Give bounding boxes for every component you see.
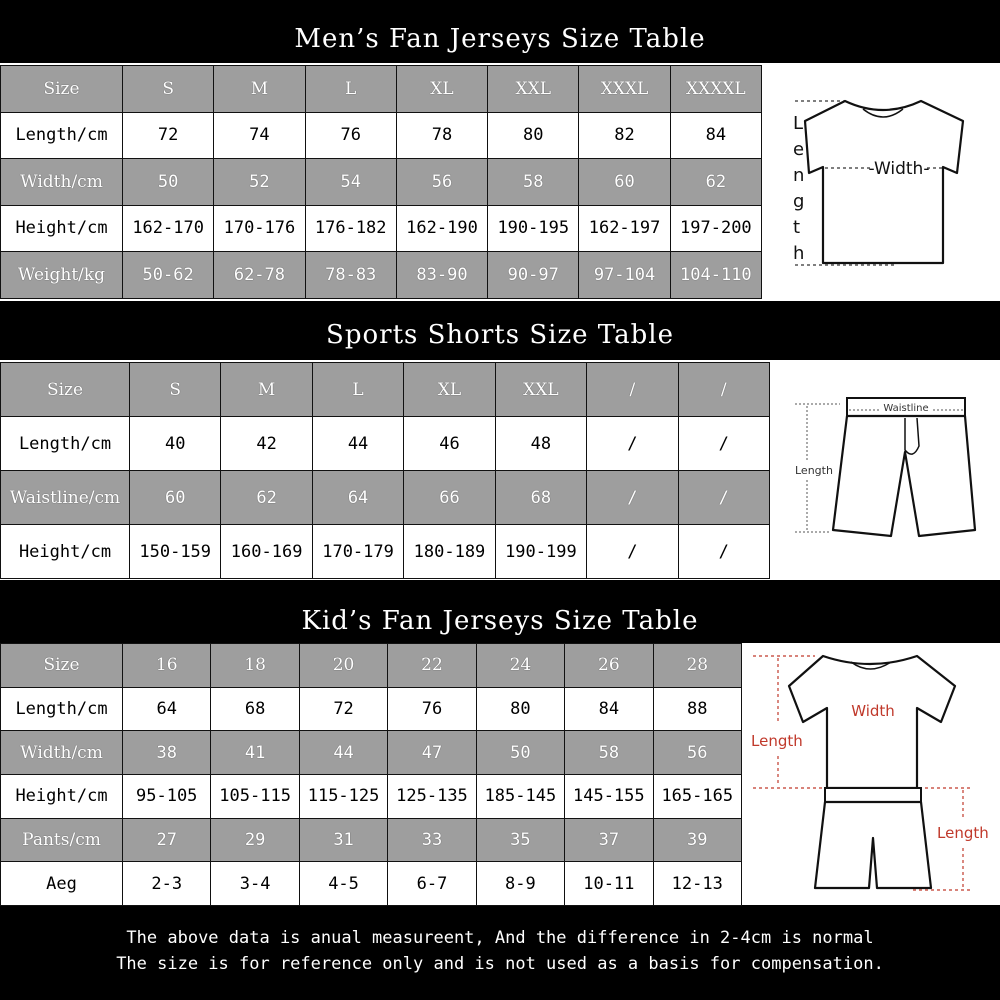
table-cell: 185-145 bbox=[476, 775, 564, 819]
kids-row-aeg bbox=[1, 862, 742, 906]
table-cell: 162-190 bbox=[396, 205, 487, 252]
kids-pants-outline bbox=[815, 802, 931, 888]
table-cell: 62-78 bbox=[214, 252, 305, 299]
table-cell: S bbox=[123, 66, 214, 113]
shorts-waist-label: Waistline bbox=[883, 403, 929, 414]
table-cell: 47 bbox=[388, 731, 476, 775]
table-cell: 41 bbox=[211, 731, 299, 775]
table-cell: 64 bbox=[123, 687, 211, 731]
kids-table-title: Kid’s Fan Jerseys Size Table bbox=[301, 606, 699, 636]
table-cell: 20 bbox=[299, 644, 387, 688]
table-cell: 66 bbox=[404, 471, 495, 525]
mens-size-table bbox=[0, 65, 762, 299]
table-cell: 97-104 bbox=[579, 252, 670, 299]
length-letter: L bbox=[793, 113, 804, 134]
table-cell: XXXL bbox=[579, 66, 670, 113]
table-cell: 88 bbox=[653, 687, 741, 731]
table-cell: 56 bbox=[396, 159, 487, 206]
table-cell: 37 bbox=[565, 818, 653, 862]
table-cell: 26 bbox=[565, 644, 653, 688]
kids-row-size bbox=[1, 644, 742, 688]
table-cell: 52 bbox=[214, 159, 305, 206]
shorts-row-length-cm bbox=[1, 417, 770, 471]
table-cell: / bbox=[587, 471, 678, 525]
table-cell: 95-105 bbox=[123, 775, 211, 819]
shorts-row-waistline-cm bbox=[1, 471, 770, 525]
table-cell: 44 bbox=[312, 417, 403, 471]
table-cell: 72 bbox=[299, 687, 387, 731]
table-cell: 58 bbox=[565, 731, 653, 775]
table-cell: 42 bbox=[221, 417, 312, 471]
mens-panel bbox=[0, 63, 1000, 301]
table-cell: 58 bbox=[488, 159, 579, 206]
length-letter: h bbox=[793, 243, 805, 264]
table-cell: 40 bbox=[130, 417, 221, 471]
table-cell: 60 bbox=[579, 159, 670, 206]
table-cell: 28 bbox=[653, 644, 741, 688]
table-cell: XXL bbox=[495, 363, 586, 417]
table-cell: XXL bbox=[488, 66, 579, 113]
table-cell: L bbox=[305, 66, 396, 113]
width-label: -Width- bbox=[868, 159, 930, 179]
table-cell: / bbox=[678, 363, 769, 417]
table-cell: 39 bbox=[653, 818, 741, 862]
table-cell: 84 bbox=[565, 687, 653, 731]
table-cell: 62 bbox=[670, 159, 761, 206]
table-cell: 165-165 bbox=[653, 775, 741, 819]
table-cell: 6-7 bbox=[388, 862, 476, 906]
row-label: Length/cm bbox=[1, 112, 123, 159]
table-cell: 48 bbox=[495, 417, 586, 471]
table-cell: 54 bbox=[305, 159, 396, 206]
row-label: Weight/kg bbox=[1, 252, 123, 299]
table-cell: 50-62 bbox=[123, 252, 214, 299]
mens-row-height-cm bbox=[1, 205, 762, 252]
shorts-row-size bbox=[1, 363, 770, 417]
table-cell: 83-90 bbox=[396, 252, 487, 299]
table-cell: 12-13 bbox=[653, 862, 741, 906]
mens-row-size bbox=[1, 66, 762, 113]
table-cell: / bbox=[678, 417, 769, 471]
table-cell: 56 bbox=[653, 731, 741, 775]
table-cell: XL bbox=[404, 363, 495, 417]
mens-row-width-cm bbox=[1, 159, 762, 206]
footer-note-1: The above data is anual measureent, And the difference in 2-4cm is normal bbox=[126, 928, 874, 948]
table-cell: L bbox=[312, 363, 403, 417]
row-label: Width/cm bbox=[1, 731, 123, 775]
table-cell: 38 bbox=[123, 731, 211, 775]
table-cell: 18 bbox=[211, 644, 299, 688]
table-cell: 10-11 bbox=[565, 862, 653, 906]
table-cell: 27 bbox=[123, 818, 211, 862]
table-cell: 180-189 bbox=[404, 525, 495, 579]
shorts-length-label: Length bbox=[795, 464, 833, 477]
table-cell: XL bbox=[396, 66, 487, 113]
table-cell: 76 bbox=[388, 687, 476, 731]
table-cell: 170-176 bbox=[214, 205, 305, 252]
mens-row-length-cm bbox=[1, 112, 762, 159]
mens-row-weight-kg bbox=[1, 252, 762, 299]
table-cell: 22 bbox=[388, 644, 476, 688]
table-cell: XXXXL bbox=[670, 66, 761, 113]
table-cell: 176-182 bbox=[305, 205, 396, 252]
kids-shirt-length-label: Length bbox=[751, 732, 803, 750]
row-label: Length/cm bbox=[1, 687, 123, 731]
table-cell: 46 bbox=[404, 417, 495, 471]
table-cell: 72 bbox=[123, 112, 214, 159]
shorts-table-title: Sports Shorts Size Table bbox=[326, 320, 674, 350]
table-cell: 160-169 bbox=[221, 525, 312, 579]
row-label: Pants/cm bbox=[1, 818, 123, 862]
table-cell: 190-199 bbox=[495, 525, 586, 579]
kids-row-pants-cm bbox=[1, 818, 742, 862]
kids-set-diagram bbox=[745, 648, 995, 900]
row-label: Aeg bbox=[1, 862, 123, 906]
table-cell: M bbox=[214, 66, 305, 113]
row-label: Height/cm bbox=[1, 525, 130, 579]
kids-size-table bbox=[0, 643, 742, 906]
footer-note-2: The size is for reference only and is not used as a basis for compensation. bbox=[116, 954, 884, 974]
length-letter: e bbox=[793, 139, 805, 160]
kids-tshirt-outline bbox=[789, 656, 955, 788]
table-cell: 8-9 bbox=[476, 862, 564, 906]
shorts-panel bbox=[0, 360, 1000, 580]
row-label: Size bbox=[1, 66, 123, 113]
table-cell: 76 bbox=[305, 112, 396, 159]
kids-row-length-cm bbox=[1, 687, 742, 731]
kids-pants-waistband bbox=[825, 788, 921, 802]
table-cell: 90-97 bbox=[488, 252, 579, 299]
kids-row-width-cm bbox=[1, 731, 742, 775]
row-label: Size bbox=[1, 644, 123, 688]
table-cell: 104-110 bbox=[670, 252, 761, 299]
table-cell: 44 bbox=[299, 731, 387, 775]
length-vertical-label bbox=[793, 113, 804, 264]
table-cell: 162-197 bbox=[579, 205, 670, 252]
table-cell: 62 bbox=[221, 471, 312, 525]
table-cell: 68 bbox=[211, 687, 299, 731]
kids-pants-length-label: Length bbox=[937, 824, 989, 842]
shorts-outline bbox=[833, 416, 975, 536]
table-cell: 68 bbox=[495, 471, 586, 525]
tshirt-outline bbox=[805, 101, 963, 263]
table-cell: M bbox=[221, 363, 312, 417]
shorts-diagram bbox=[785, 380, 985, 560]
table-cell: 29 bbox=[211, 818, 299, 862]
table-cell: 2-3 bbox=[123, 862, 211, 906]
table-cell: / bbox=[587, 417, 678, 471]
row-label: Waistline/cm bbox=[1, 471, 130, 525]
table-cell: 197-200 bbox=[670, 205, 761, 252]
table-cell: 24 bbox=[476, 644, 564, 688]
table-cell: 84 bbox=[670, 112, 761, 159]
table-cell: 60 bbox=[130, 471, 221, 525]
table-cell: 33 bbox=[388, 818, 476, 862]
row-label: Size bbox=[1, 363, 130, 417]
table-cell: 50 bbox=[476, 731, 564, 775]
table-cell: / bbox=[587, 363, 678, 417]
table-cell: 78 bbox=[396, 112, 487, 159]
table-cell: 145-155 bbox=[565, 775, 653, 819]
length-letter: n bbox=[793, 165, 805, 186]
kids-width-label: Width bbox=[851, 702, 895, 720]
length-letter: t bbox=[793, 217, 801, 238]
table-cell: 35 bbox=[476, 818, 564, 862]
table-cell: 80 bbox=[476, 687, 564, 731]
table-cell: 82 bbox=[579, 112, 670, 159]
table-cell: / bbox=[678, 525, 769, 579]
table-cell: S bbox=[130, 363, 221, 417]
table-cell: 3-4 bbox=[211, 862, 299, 906]
table-cell: 170-179 bbox=[312, 525, 403, 579]
row-label: Length/cm bbox=[1, 417, 130, 471]
shorts-row-height-cm bbox=[1, 525, 770, 579]
table-cell: 125-135 bbox=[388, 775, 476, 819]
table-cell: 31 bbox=[299, 818, 387, 862]
table-cell: 150-159 bbox=[130, 525, 221, 579]
kids-row-height-cm bbox=[1, 775, 742, 819]
kids-panel bbox=[0, 643, 1000, 905]
table-cell: 115-125 bbox=[299, 775, 387, 819]
table-cell: 190-195 bbox=[488, 205, 579, 252]
length-letter: g bbox=[793, 191, 805, 212]
row-label: Height/cm bbox=[1, 775, 123, 819]
table-cell: 78-83 bbox=[305, 252, 396, 299]
table-cell: 80 bbox=[488, 112, 579, 159]
footer-notes bbox=[0, 925, 1000, 977]
shorts-size-table bbox=[0, 362, 770, 579]
table-cell: 74 bbox=[214, 112, 305, 159]
table-cell: 162-170 bbox=[123, 205, 214, 252]
table-cell: 64 bbox=[312, 471, 403, 525]
row-label: Width/cm bbox=[1, 159, 123, 206]
mens-table-title: Men’s Fan Jerseys Size Table bbox=[294, 24, 706, 54]
table-cell: / bbox=[678, 471, 769, 525]
table-cell: 105-115 bbox=[211, 775, 299, 819]
table-cell: 16 bbox=[123, 644, 211, 688]
table-cell: 50 bbox=[123, 159, 214, 206]
row-label: Height/cm bbox=[1, 205, 123, 252]
tshirt-diagram bbox=[775, 73, 990, 293]
table-cell: 4-5 bbox=[299, 862, 387, 906]
table-cell: / bbox=[587, 525, 678, 579]
